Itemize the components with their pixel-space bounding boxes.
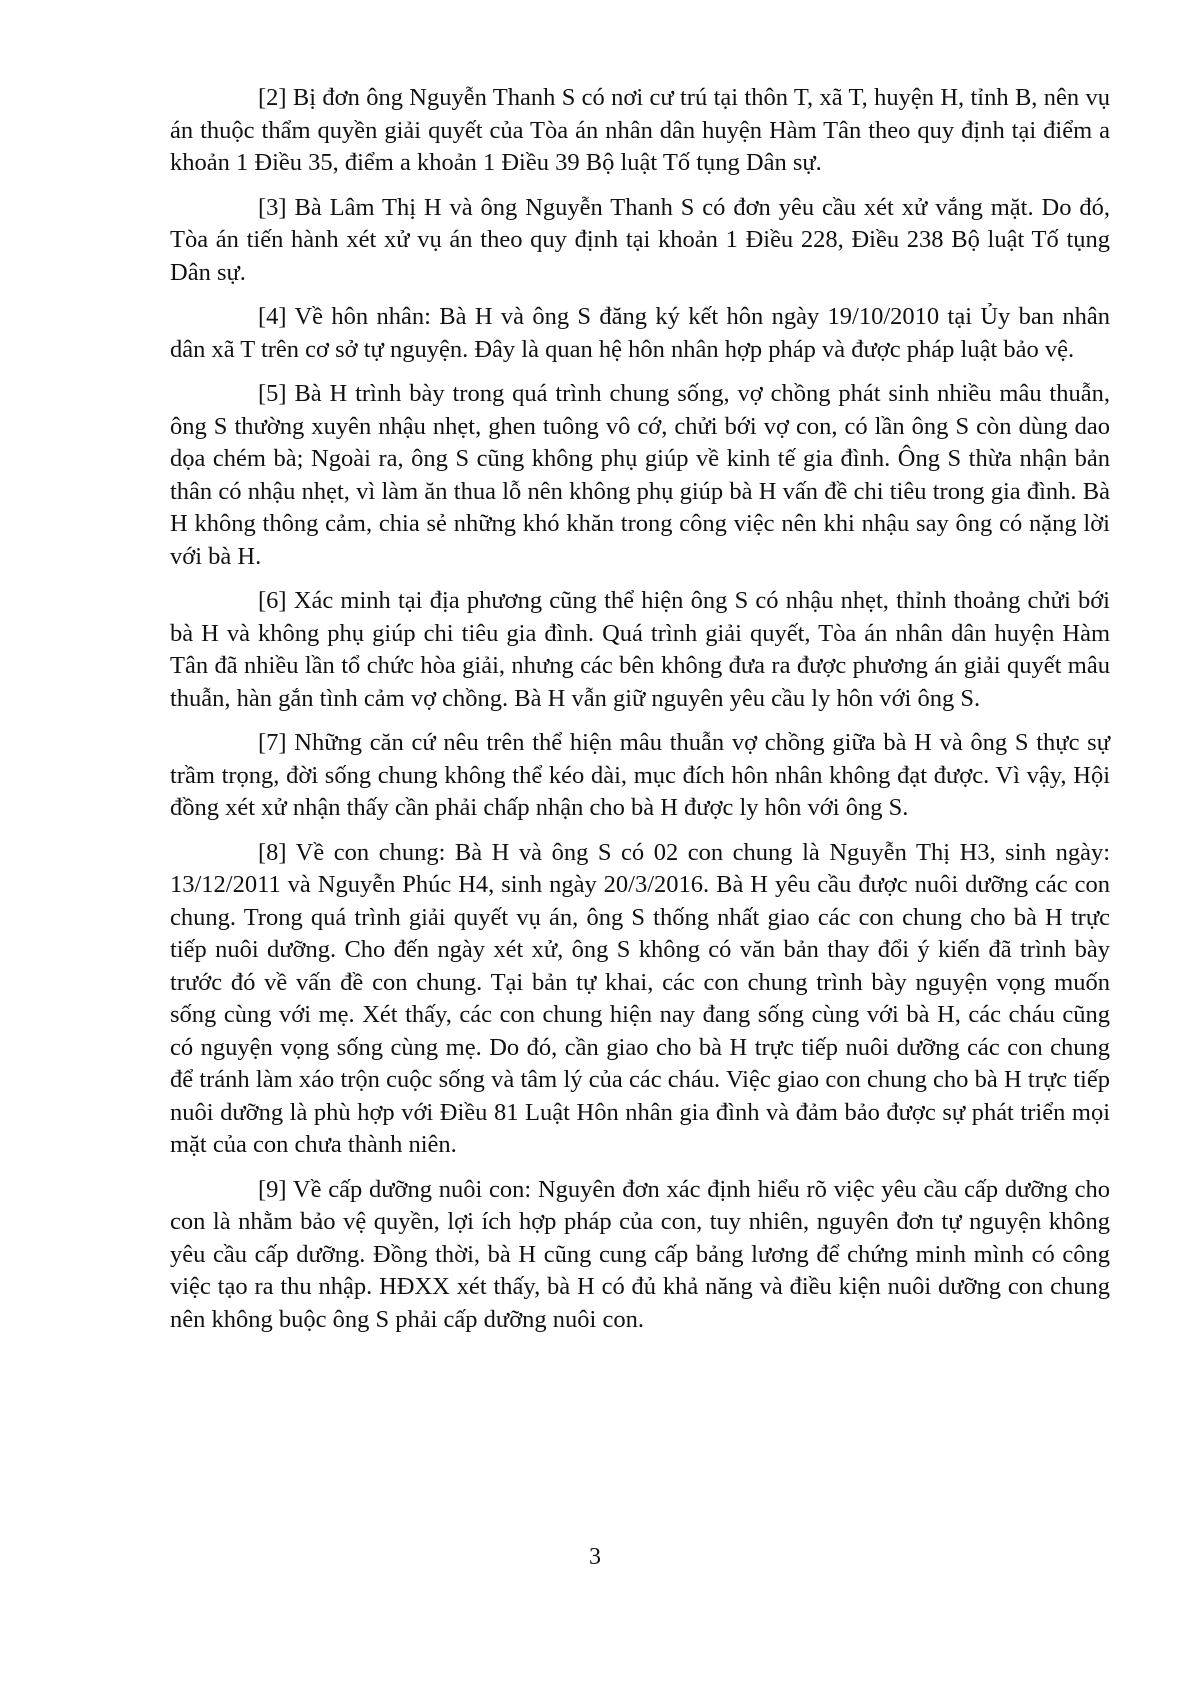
paragraph-8: [8] Về con chung: Bà H và ông S có 02 con chung là Nguyễn Thị H3, sinh ngày: 13/12/2011 và Nguyễn Phúc H4, sinh ngày 20/3/2016. Bà H yêu cầu được nuôi dưỡng các con chung. Trong quá trình giải quyết vụ án, ông S thống nhất giao các con chung cho bà H trực tiếp nuôi dưỡng. Cho đến ngày xét xử, ông S không có văn bản thay đổi ý kiến đã trình bày trước đó về vấn đề con chung. Tại bản tự khai, các con chung trình bày nguyện vọng muốn sống cùng với mẹ. Xét thấy, các con chung hiện nay đang sống cùng với bà H, các cháu cũng có nguyện vọng sống cùng mẹ. Do đó, cần giao cho bà H trực tiếp nuôi dưỡng các con chung để tránh làm xáo trộn cuộc sống và tâm lý của các cháu. Việc giao con chung cho bà H trực tiếp nuôi dưỡng là phù hợp với Điều 81 Luật Hôn nhân gia đình và đảm bảo được sự phát triển mọi mặt của con chưa thành niên. bbox=[170, 838, 1110, 1158]
paragraph-2: [2] Bị đơn ông Nguyễn Thanh S có nơi cư trú tại thôn T, xã T, huyện H, tỉnh B, nên vụ án thuộc thẩm quyền giải quyết của Tòa án nhân dân huyện Hàm Tân theo quy định tại điểm a khoản 1 Điều 35, điểm a khoản 1 Điều 39 Bộ luật Tố tụng Dân sự. bbox=[170, 84, 1110, 176]
paragraph-9: [9] Về cấp dưỡng nuôi con: Nguyên đơn xác định hiểu rõ việc yêu cầu cấp dưỡng cho con là nhằm bảo vệ quyền, lợi ích hợp pháp của con, tuy nhiên, nguyên đơn tự nguyện không yêu cầu cấp dưỡng. Đồng thời, bà H cũng cung cấp bảng lương để chứng minh mình có công việc tạo ra thu nhập. HĐXX xét thấy, bà H có đủ khả năng và điều kiện nuôi dưỡng con chung nên không buộc ông S phải cấp dưỡng nuôi con. bbox=[170, 1175, 1110, 1333]
paragraph-4: [4] Về hôn nhân: Bà H và ông S đăng ký kết hôn ngày 19/10/2010 tại Ủy ban nhân dân xã T trên cơ sở tự nguyện. Đây là quan hệ hôn nhân hợp pháp và được pháp luật bảo vệ. bbox=[170, 303, 1110, 363]
document-body bbox=[170, 82, 1110, 1348]
page-number: 3 bbox=[589, 1544, 601, 1570]
paragraph-7: [7] Những căn cứ nêu trên thể hiện mâu thuẫn vợ chồng giữa bà H và ông S thực sự trầm trọng, đời sống chung không thể kéo dài, mục đích hôn nhân không đạt được. Vì vậy, Hội đồng xét xử nhận thấy cần phải chấp nhận cho bà H được ly hôn với ông S. bbox=[170, 729, 1110, 821]
paragraph-5: [5] Bà H trình bày trong quá trình chung sống, vợ chồng phát sinh nhiều mâu thuẫn, ông S thường xuyên nhậu nhẹt, ghen tuông vô cớ, chửi bới vợ con, có lần ông S còn dùng dao dọa chém bà; Ngoài ra, ông S cũng không phụ giúp về kinh tế gia đình. Ông S thừa nhận bản thân có nhậu nhẹt, vì làm ăn thua lỗ nên không phụ giúp bà H vấn đề chi tiêu trong gia đình. Bà H không thông cảm, chia sẻ những khó khăn trong công việc nên khi nhậu say ông có nặng lời với bà H. bbox=[170, 380, 1110, 570]
paragraph-3: [3] Bà Lâm Thị H và ông Nguyễn Thanh S có đơn yêu cầu xét xử vắng mặt. Do đó, Tòa án tiến hành xét xử vụ án theo quy định tại khoản 1 Điều 228, Điều 238 Bộ luật Tố tụng Dân sự. bbox=[170, 193, 1110, 286]
paragraph-6: [6] Xác minh tại địa phương cũng thể hiện ông S có nhậu nhẹt, thỉnh thoảng chửi bới bà H và không phụ giúp chi tiêu gia đình. Quá trình giải quyết, Tòa án nhân dân huyện Hàm Tân đã nhiều lần tổ chức hòa giải, nhưng các bên không đưa ra được phương án giải quyết mâu thuẫn, hàn gắn tình cảm vợ chồng. Bà H vẫn giữ nguyên yêu cầu ly hôn với ông S. bbox=[170, 587, 1110, 712]
